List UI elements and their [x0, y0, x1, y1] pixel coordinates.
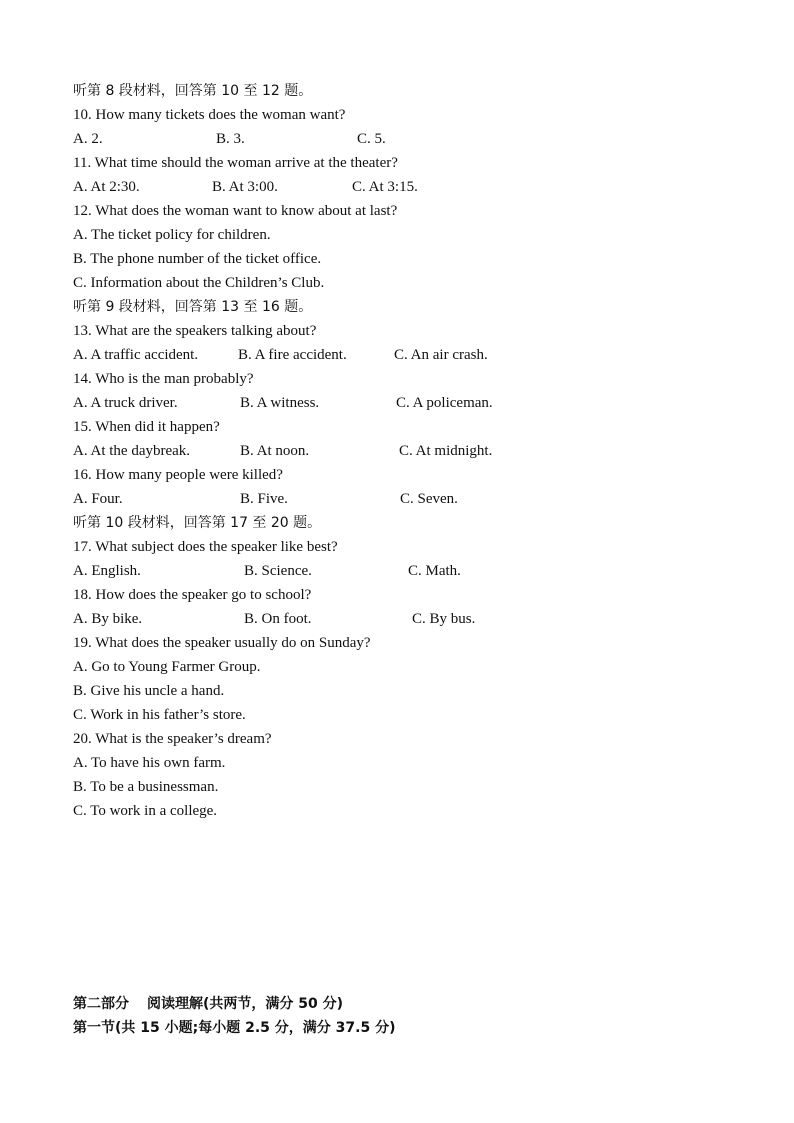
option-a[interactable]: A. A truck driver. — [73, 395, 178, 411]
option-b[interactable]: B. At 3:00. — [212, 179, 278, 195]
option-b[interactable]: B. To be a businessman. — [73, 779, 219, 795]
option-b[interactable]: B. At noon. — [240, 443, 310, 459]
option-c[interactable]: C. A policeman. — [396, 395, 493, 411]
option-c[interactable]: C. Math. — [408, 563, 461, 579]
option-b[interactable]: B. On foot. — [244, 611, 312, 627]
section-header: 听第 8 段材料，回答第 10 至 12 题。 — [73, 83, 313, 99]
question-stem: 14. Who is the man probably? — [73, 371, 254, 387]
question-stem: 20. What is the speaker’s dream? — [73, 731, 272, 747]
option-a[interactable]: A. To have his own farm. — [73, 755, 226, 771]
question-stem: 16. How many people were killed? — [73, 467, 283, 483]
question-stem: 13. What are the speakers talking about? — [73, 323, 317, 339]
option-a[interactable]: A. At 2:30. — [73, 179, 140, 195]
option-a[interactable]: A. Go to Young Farmer Group. — [73, 659, 261, 675]
option-a[interactable]: A. A traffic accident. — [73, 347, 199, 363]
question-stem: 10. How many tickets does the woman want? — [73, 107, 346, 123]
option-c[interactable]: C. Work in his father’s store. — [73, 707, 246, 723]
option-c[interactable]: C. By bus. — [412, 611, 476, 627]
part-title — [73, 992, 343, 1016]
section-header: 听第 9 段材料，回答第 13 至 16 题。 — [73, 299, 313, 315]
question-stem: 11. What time should the woman arrive at the theater? — [73, 155, 398, 171]
option-b[interactable]: B. Five. — [240, 491, 288, 507]
option-c[interactable]: C. At 3:15. — [352, 179, 418, 195]
question-stem: 19. What does the speaker usually do on Sunday? — [73, 635, 371, 651]
question-stem: 12. What does the woman want to know about at last? — [73, 203, 398, 219]
question-stem: 18. How does the speaker go to school? — [73, 587, 312, 603]
part-name: 第二部分 — [73, 996, 129, 1012]
option-a[interactable]: A. English. — [73, 563, 141, 579]
option-b[interactable]: B. Science. — [244, 563, 312, 579]
option-c[interactable]: C. To work in a college. — [73, 803, 218, 819]
part-subtitle: 阅读理解(共两节，满分 50 分) — [147, 996, 344, 1012]
question-stem: 15. When did it happen? — [73, 419, 220, 435]
option-c[interactable]: C. Information about the Children’s Club. — [73, 275, 325, 291]
option-a[interactable]: A. Four. — [73, 491, 123, 507]
section-title: 第一节(共 15 小题;每小题 2.5 分，满分 37.5 分) — [73, 1020, 396, 1036]
option-c[interactable]: C. 5. — [357, 131, 386, 147]
option-b[interactable]: B. The phone number of the ticket office. — [73, 251, 322, 267]
option-c[interactable]: C. An air crash. — [394, 347, 488, 363]
option-a[interactable]: A. 2. — [73, 131, 103, 147]
option-c[interactable]: C. At midnight. — [399, 443, 493, 459]
question-stem: 17. What subject does the speaker like best? — [73, 539, 338, 555]
option-a[interactable]: A. At the daybreak. — [73, 443, 191, 459]
option-a[interactable]: A. The ticket policy for children. — [73, 227, 271, 243]
section-header: 听第 10 段材料，回答第 17 至 20 题。 — [73, 515, 322, 531]
option-c[interactable]: C. Seven. — [400, 491, 458, 507]
option-b[interactable]: B. A witness. — [240, 395, 320, 411]
option-b[interactable]: B. A fire accident. — [238, 347, 347, 363]
option-b[interactable]: B. 3. — [216, 131, 245, 147]
option-b[interactable]: B. Give his uncle a hand. — [73, 683, 225, 699]
option-a[interactable]: A. By bike. — [73, 611, 143, 627]
